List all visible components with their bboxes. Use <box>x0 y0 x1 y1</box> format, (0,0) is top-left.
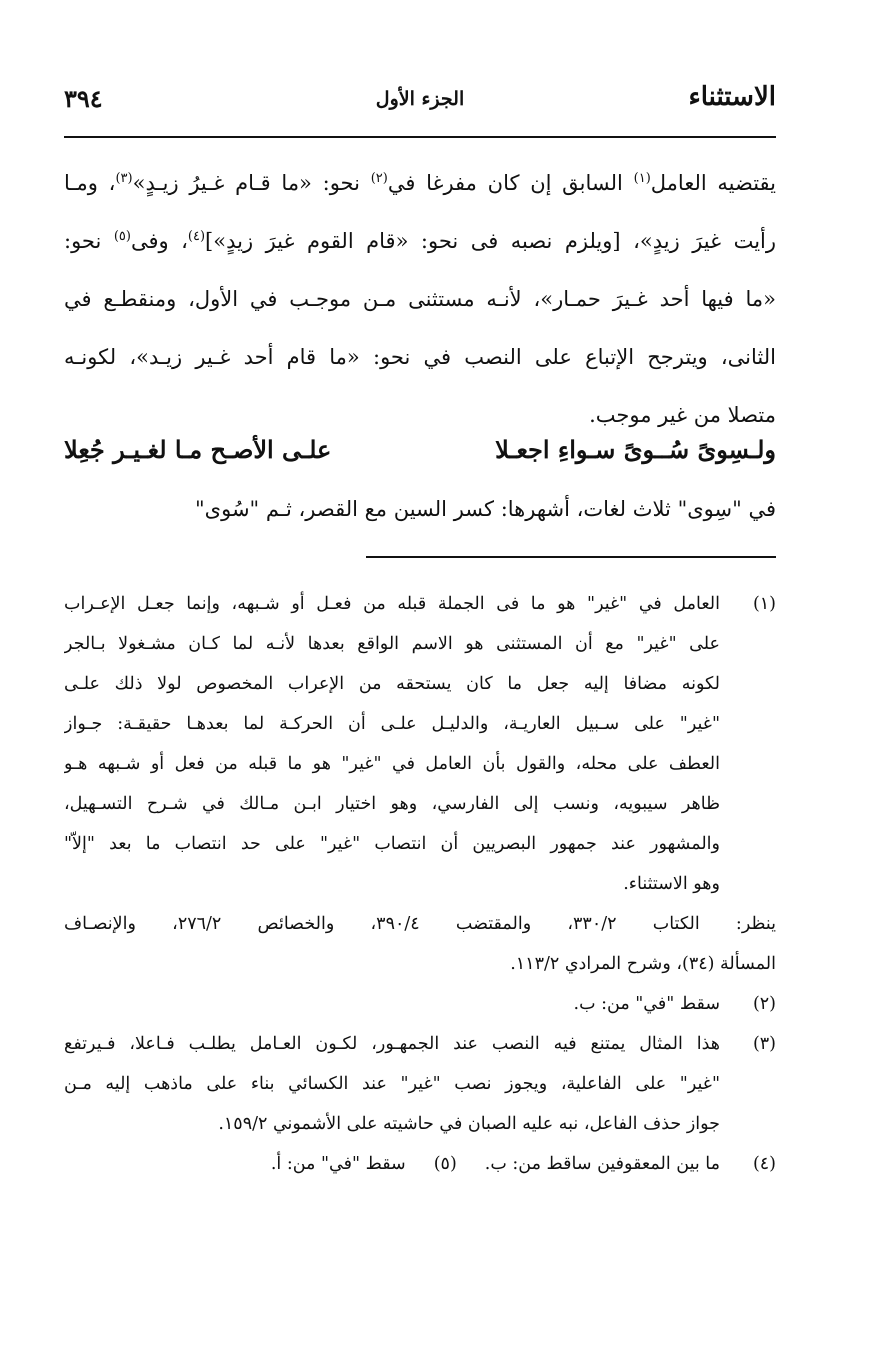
footnote-5-text: سقط "في" من: أ. <box>270 1154 406 1174</box>
verse-first-hemistich: ولـسِوىً سُــوىً سـواءِ اجعـلا <box>495 435 776 464</box>
text-line: «ما فيها أحد غـيرَ حمـار»، لأنـه مستثنى مـن موجـب في الأول، ومنقطـع في <box>64 287 776 311</box>
footnote-line: العطف على محله، والقول بأن العامل في "غير" هو ما قبله من فعل أو شـبهه هـو <box>64 754 720 774</box>
footnote-4-and-5 <box>64 1144 776 1184</box>
footnote-marker: (٥) <box>113 229 131 244</box>
text-line: في "سِوى" ثلاث لغات، أشهرها: كسر السين مع القصر، ثـم "سُوى" <box>195 497 776 521</box>
footnote-number: (١) <box>752 594 776 614</box>
page-number: ٣٩٤ <box>64 84 103 113</box>
footnote-line: على "غير" مع أن المستثنى هو الاسم الواقع بعدها لأنـه لما كـان مشـغولا بـالجر <box>64 634 720 654</box>
commentary-text <box>64 154 776 444</box>
footnote-line: سقط "في" من: ب. <box>573 994 720 1014</box>
footnote-number: (٣) <box>752 1034 776 1054</box>
footnote-divider <box>366 556 776 558</box>
footnotes <box>64 584 776 1184</box>
footnote-line: "غير" على الفاعلية، ويجوز نصب "غير" عند الكسائي بناء على ماذهب إليه مـن <box>64 1074 720 1094</box>
footnote-line: "غير" على سـبيل العاريـة، والدليـل علـى أن الحركـة لما بعدهـا حقيقـة: جـواز <box>64 714 720 734</box>
alfiyya-verse <box>64 420 776 480</box>
text-line: رأيت غيرَ زيدٍ»، [ويلزم نصبه فى نحو: «قام القوم غيرَ زيدٍ»]$^{(٤)}$، وفى$^{(٥)}$ نحو: <box>64 229 776 253</box>
footnote-marker: (٢) <box>370 171 388 186</box>
running-header <box>64 82 776 128</box>
verse-second-hemistich: علـى الأصـح مـا لغـيـر جُعِلا <box>64 435 332 464</box>
footnote-number: (٥) <box>433 1154 457 1174</box>
text-line: الثانى، ويترجح الإتباع على النصب في نحو: «ما قام أحد غـير زيـد»، لكونـه <box>64 345 776 369</box>
footnote-marker: (٣) <box>115 171 133 186</box>
footnote-line: جواز حذف الفاعل، نبه عليه الصبان في حاشيته على الأشموني ١٥٩/٢. <box>218 1114 720 1134</box>
text-line: يقتضيه العامل$^{(١)}$ السابق إن كان مفرغا في$^{(٢)}$ نحو: «ما قـام غـيرُ زيـدٍ»$^{(٣)}$، ومـا <box>64 171 776 195</box>
footnote-line <box>64 1144 720 1184</box>
footnote-number: (٢) <box>752 994 776 1014</box>
footnote-number: (٤) <box>752 1154 776 1174</box>
footnote-marker: (١) <box>633 171 651 186</box>
footnote-references <box>64 904 776 984</box>
footnote-line: والمشهور عند جمهور البصريين أن انتصاب "غير" على حد انتصاب ما بعد "إلاّ" <box>64 834 720 854</box>
footnote-4-text: ما بين المعقوفين ساقط من: ب. <box>484 1154 720 1174</box>
footnote-line: هذا المثال يمتنع فيه النصب عند الجمهـور، لكـون العـامل يطلـب فـاعلا، فـيرتفع <box>64 1034 720 1054</box>
footnote-line: ظاهر سيبويه، ونسب إلى الفارسي، وهو اختيار ابـن مـالك في شـرح التسـهيل، <box>64 794 720 814</box>
footnote-line: ينظر: الكتاب ٣٣٠/٢، والمقتضب ٣٩٠/٤، والخصائص ٢٧٦/٢، والإنصـاف <box>64 914 776 934</box>
part-title: الجزء الأول <box>375 88 465 110</box>
footnote-3 <box>64 1024 776 1144</box>
footnote-line: لكونه مضافا إليه جعل ما كان يستحقه من الإعراب المخصوص لولا ذلك علـى <box>64 674 720 694</box>
footnote-line: المسألة (٣٤)، وشرح المرادي ١١٣/٢. <box>510 954 776 974</box>
verse-commentary <box>64 480 776 538</box>
text-line: متصلا من غير موجب. <box>589 403 776 427</box>
footnote-line: وهو الاستثناء. <box>623 874 720 894</box>
footnote-2 <box>64 984 776 1024</box>
footnote-1 <box>64 584 776 904</box>
chapter-title: الاستثناء <box>688 82 776 112</box>
footnote-line: العامل في "غير" هو ما فى الجملة قبله من فعـل أو شـبهه، وإنما جعـل الإعـراب <box>64 594 720 614</box>
header-divider <box>64 136 776 138</box>
footnote-marker: (٤) <box>187 229 206 244</box>
